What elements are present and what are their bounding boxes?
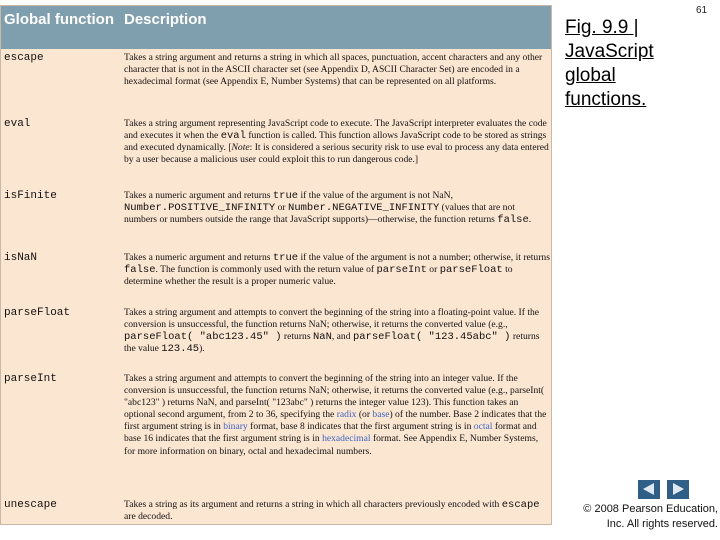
function-description: Takes a string argument and attempts to convert the beginning of the string into an integer value. If the conversion is unsuccessful, the function returns NaN; otherwise, it returns the converted value (e.g., parseInt( "abc123" ) returns NaN, and parseInt( "123abc" ) returns the integer value 123). This function takes an optional second argument, from 2 to 36, specifying the radix (or base) of the number. Base 2 indicates that the first argument string is in binary format, base 8 indicates that the first argument string is in octal format and base 16 indicates that the first argument string is in hexadecimal format. See Appendix E, Number Systems, for more information on binary, octal and hexadecimal numbers. — [124, 373, 547, 457]
glossary-link[interactable]: hexadecimal — [322, 433, 371, 445]
code-text: eval — [220, 130, 246, 143]
global-functions-table — [0, 5, 552, 525]
function-name: parseInt — [4, 373, 57, 385]
previous-slide-button[interactable] — [638, 480, 660, 499]
function-name: isFinite — [4, 190, 57, 202]
function-description: Takes a string argument and attempts to convert the beginning of the string into a floating-point value. If the conversion is unsuccessful, the function returns NaN; otherwise, it returns the converted value (e.g., parseFloat( "abc123.45" ) returns NaN, and parseFloat( "123.45abc" ) returns the value 123.45). — [124, 307, 540, 356]
glossary-link[interactable]: radix — [336, 409, 357, 421]
prev-arrow-icon — [643, 483, 654, 495]
function-name: escape — [4, 52, 44, 64]
next-arrow-icon — [673, 483, 684, 495]
code-text: true — [272, 190, 299, 202]
copyright-notice: © 2008 Pearson Education, Inc. All rights reserved. — [583, 503, 718, 530]
glossary-link[interactable]: binary — [223, 421, 248, 433]
column-header-description: Description — [124, 11, 207, 28]
function-name: unescape — [4, 499, 57, 511]
table-header — [1, 6, 551, 49]
function-description: Takes a numeric argument and returns true if the value of the argument is not a number; otherwise, it returns false. The function is commonly used with the return value of parseInt or parseFloat to determine whether the result is a proper numeric value. — [124, 252, 550, 288]
code-text: Number.POSITIVE_INFINITY — [124, 202, 276, 215]
code-text: parseInt — [376, 264, 427, 277]
function-description: Takes a string argument and returns a string in which all spaces, punctuation, accent characters and any other character that is not in the ASCII character set (see Appendix D, ASCII Character Set) are encoded in a hexadecimal format (see Appendix E, Number Systems) that can be represented on all platforms. — [124, 52, 543, 88]
glossary-link[interactable]: base — [372, 409, 390, 421]
function-name: isNaN — [4, 252, 38, 264]
function-description: Takes a numeric argument and returns true if the value of the argument is not NaN, Number.POSITIVE_INFINITY or Number.NEGATIVE_INFINITY (values that are not numbers or numbers outside the range that JavaScript supports)—otherwise, the function returns false. — [124, 190, 532, 227]
code-text: escape — [501, 499, 540, 511]
code-text: Number.NEGATIVE_INFINITY — [288, 202, 440, 215]
code-text: false — [124, 264, 156, 277]
next-slide-button[interactable] — [667, 480, 689, 499]
page-number: 61 — [696, 5, 708, 16]
glossary-link[interactable]: octal — [473, 421, 493, 433]
code-text: true — [272, 252, 299, 264]
code-text: NaN — [312, 331, 332, 344]
code-text: false — [497, 214, 529, 227]
function-name: eval — [4, 118, 31, 130]
function-description: Takes a string argument representing JavaScript code to execute. The JavaScript interpreter evaluates the code and executes it when the eval function is called. This function allows JavaScript code to be stored as strings and executed dynamically. [Note: It is considered a serious security risk to use eval to process any data entered by a user because a malicious user could exploit this to run dangerous code.] — [124, 118, 549, 166]
note-label: Note — [231, 142, 250, 154]
code-text: parseFloat — [439, 264, 503, 277]
slide-title-link[interactable]: Fig. 9.9 | JavaScript global functions. — [565, 17, 654, 110]
column-header-function: Global function — [4, 11, 114, 28]
code-text: parseFloat( "abc123.45" ) — [124, 331, 282, 344]
function-description: Takes a string as its argument and returns a string in which all characters previously encoded with escape are decoded. — [124, 499, 540, 523]
code-text: parseFloat( "123.45abc" ) — [352, 331, 511, 344]
code-text: 123.45 — [161, 343, 200, 356]
function-name: parseFloat — [4, 307, 71, 319]
